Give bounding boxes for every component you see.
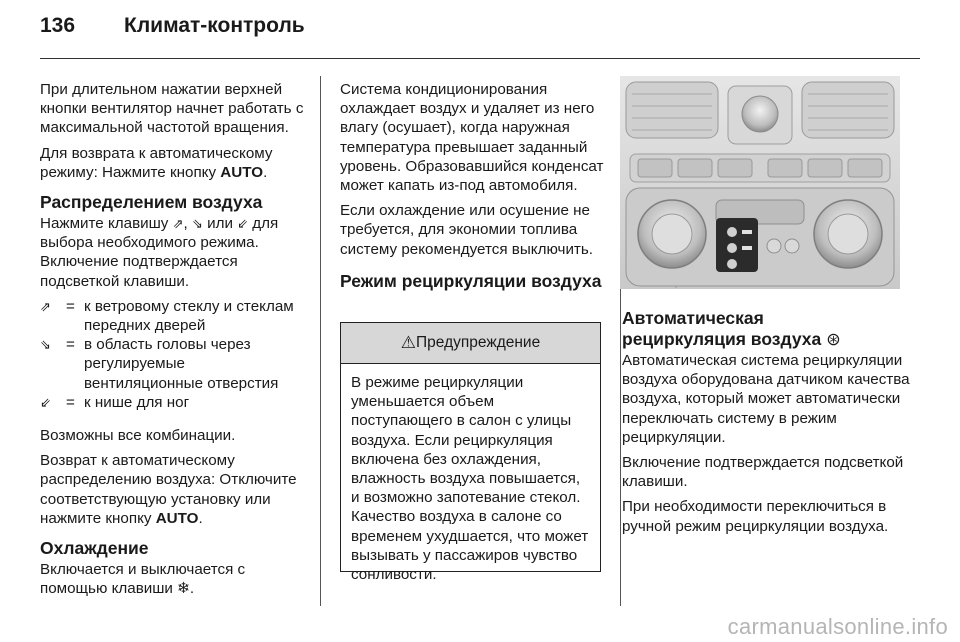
- paragraph-ac-description: Система кондиционирования охлаждает воздух и удаляет из него влагу (осушает), когда наружная температура превышает заданный уровень. Образовавшийся конденсат может капать из-под автомобиля.: [340, 81, 604, 195]
- footwell-vent-icon: ⇙: [237, 216, 249, 232]
- warning-triangle-icon: ⚠: [400, 333, 417, 352]
- column-divider-1: [320, 76, 321, 606]
- paragraph-manual-switch: При необходимости переключиться в ручной режим рециркуляции воздуха.: [622, 498, 889, 535]
- paragraph-fan-max: При длительном нажатии верхней кнопки вентилятор начнет работать с максимальной частотой вращения.: [40, 81, 304, 137]
- legend-row-windshield: ⇗ = к ветровому стеклу и стеклам передних дверей: [40, 297, 294, 335]
- watermark: carmanualsonline.info: [727, 614, 948, 639]
- page-number: 136: [40, 14, 76, 37]
- head-vent-icon: ⇘: [40, 337, 51, 353]
- paragraph-cooling-key: Включается и выключается с помощью клавиши ❄.: [40, 561, 246, 598]
- heading-auto-recirculation: Автоматическая рециркуляция воздуха ⊛: [622, 308, 841, 349]
- column-2: [340, 80, 604, 293]
- windshield-vent-icon: ⇗: [172, 216, 184, 232]
- column-3: [622, 308, 914, 542]
- warning-body: В режиме рециркуляции уменьшается объем поступающего в салон с улицы воздуха. Если рециркуляция включена без охлаждения, влажность воздуха повышается, и возможно запотевание стекол. Качество воздуха в салоне со временем ухудшается, что может вызывать у пассажиров чувство сонливости.: [351, 374, 589, 584]
- paragraph-backlight-confirm: Включение подтверждается подсветкой клавиши.: [622, 454, 904, 491]
- heading-recirculation: Режим рециркуляции воздуха: [340, 270, 602, 291]
- paragraph-air-quality-sensor: Автоматическая система рециркуляции воздуха оборудована датчиком качества воздуха, который может автоматически переключать систему в режим рециркуляции.: [622, 352, 910, 446]
- climate-panel-photo: [620, 76, 900, 289]
- paragraph-backlight: Включение подтверждается подсветкой клавиши.: [40, 253, 238, 290]
- paragraph-auto-distribution: Возврат к автоматическому распределению воздуха: Отключите соответствующую установку или нажмите кнопку AUTO.: [40, 452, 297, 527]
- legend-row-footwell: ⇙ = к нише для ног: [40, 393, 190, 411]
- warning-box: [340, 322, 601, 584]
- auto-key-label: AUTO: [220, 163, 264, 181]
- warning-header: [341, 323, 600, 364]
- paragraph-combinations: Возможны все комбинации.: [40, 427, 236, 445]
- warning-title: Предупреждение: [416, 334, 541, 351]
- windshield-vent-icon: ⇗: [40, 298, 51, 314]
- header-rule: [40, 58, 920, 59]
- legend-row-head: ⇘ = в область головы через регулируемые вентиляционные отверстия: [40, 336, 279, 392]
- auto-key-label: AUTO: [155, 509, 199, 527]
- footwell-vent-icon: ⇙: [40, 394, 51, 410]
- paragraph-fuel-economy: Если охлаждение или осушение не требуется, для экономии топлива систему рекомендуется выключить.: [340, 202, 594, 258]
- air-quality-sensor-icon: ⊛: [826, 329, 841, 349]
- snowflake-icon: ❄: [177, 580, 190, 598]
- paragraph-auto-return: Для возврата к автоматическому режиму: Нажмите кнопку AUTO.: [40, 144, 273, 181]
- heading-air-distribution: Распределением воздуха: [40, 192, 263, 213]
- heading-cooling: Охлаждение: [40, 538, 149, 559]
- paragraph-distribution-keys: Нажмите клавишу ⇗, ⇘ или ⇙ для выбора необходимого режима.: [40, 215, 279, 252]
- head-vent-icon: ⇘: [191, 216, 203, 232]
- column-1: [40, 80, 308, 604]
- page-title: Климат-контроль: [124, 14, 305, 37]
